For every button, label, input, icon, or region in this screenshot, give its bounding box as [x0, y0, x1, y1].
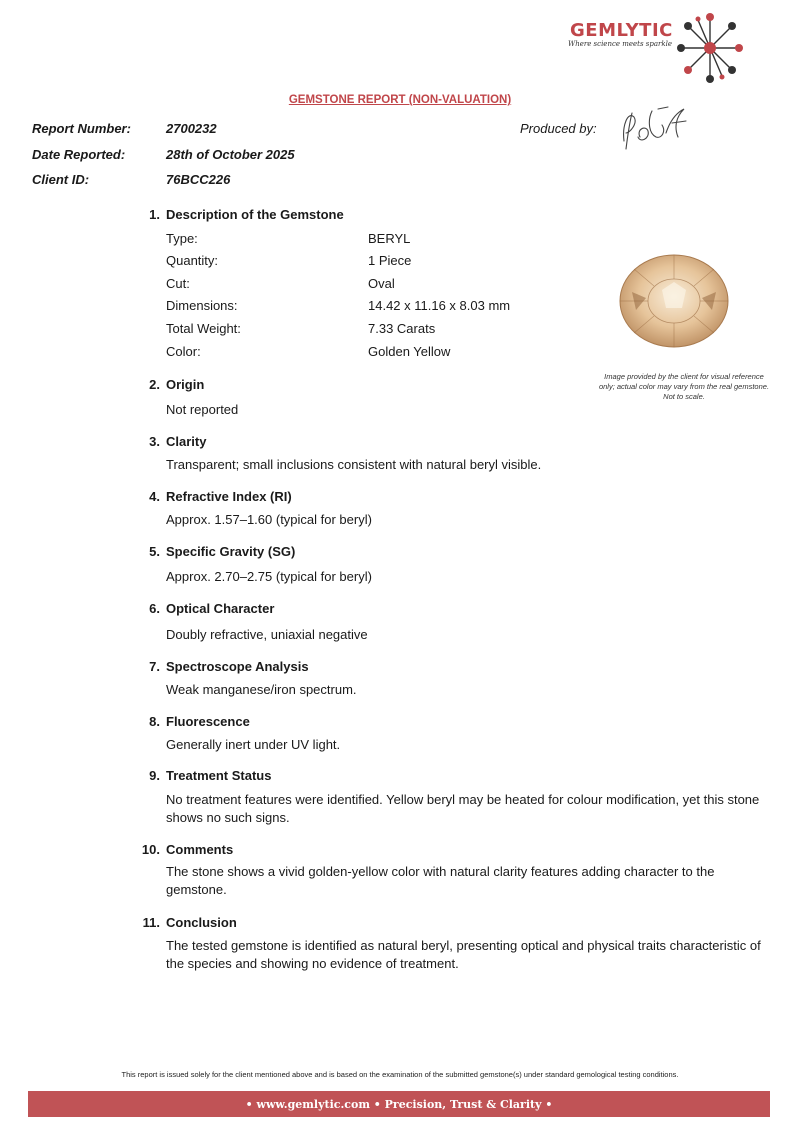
- date-reported-value: 28th of October 2025: [166, 147, 295, 162]
- section-title-description: Description of the Gemstone: [166, 207, 344, 222]
- molecule-logo-icon: [664, 10, 756, 86]
- report-number-label: Report Number:: [32, 121, 131, 136]
- section-body-optical-character: Doubly refractive, uniaxial negative: [166, 627, 368, 642]
- client-id-label: Client ID:: [32, 172, 90, 187]
- section-title-optical-character: Optical Character: [166, 601, 275, 616]
- report-title: GEMSTONE REPORT (NON-VALUATION): [288, 94, 512, 106]
- image-caption: Image provided by the client for visual reference only; actual color may vary from the real gemstone. Not to scale.: [598, 372, 770, 401]
- type-value: BERYL: [368, 231, 411, 246]
- section-body-refractive-index: Approx. 1.57–1.60 (typical for beryl): [166, 512, 372, 527]
- cut-label: Cut:: [166, 276, 190, 291]
- section-number: 10.: [141, 842, 160, 857]
- report-number-value: 2700232: [166, 121, 217, 136]
- dimensions-label: Dimensions:: [166, 298, 238, 313]
- color-label: Color:: [166, 344, 201, 359]
- section-number: 2.: [149, 377, 160, 392]
- section-number: 6.: [149, 601, 160, 616]
- dimensions-value: 14.42 x 11.16 x 8.03 mm: [368, 298, 511, 313]
- section-title-origin: Origin: [166, 377, 205, 392]
- section-body-conclusion: The tested gemstone is identified as natural beryl, presenting optical and physical traits characteristic of the species and showing no evidence of treatment.: [166, 938, 761, 971]
- footer-disclaimer: This report is issued solely for the client mentioned above and is based on the examination of the submitted gemstone(s) under standard gemological testing conditions.: [121, 1070, 679, 1079]
- section-title-clarity: Clarity: [166, 434, 207, 449]
- section-title-treatment-status: Treatment Status: [166, 768, 272, 783]
- section-body-comments: The stone shows a vivid golden-yellow color with natural clarity features adding character to the gemstone.: [166, 864, 715, 897]
- section-number: 1.: [149, 207, 160, 222]
- brand-name: GEMLYTIC: [570, 20, 673, 41]
- brand-tagline: Where science meets sparkle: [568, 40, 673, 48]
- section-body-spectroscope-analysis: Weak manganese/iron spectrum.: [166, 682, 357, 697]
- date-reported-label: Date Reported:: [32, 147, 126, 162]
- section-body-origin: Not reported: [166, 402, 239, 417]
- section-title-comments: Comments: [166, 842, 234, 857]
- produced-by-label: Produced by:: [520, 121, 597, 136]
- quantity-value: 1 Piece: [368, 253, 412, 268]
- section-number: 7.: [149, 659, 160, 674]
- total-weight-label: Total Weight:: [166, 321, 241, 336]
- section-number: 8.: [149, 714, 160, 729]
- type-label: Type:: [166, 231, 198, 246]
- section-number: 4.: [149, 489, 160, 504]
- section-number: 5.: [149, 544, 160, 559]
- section-number: 11.: [142, 915, 160, 930]
- section-number: 3.: [149, 434, 160, 449]
- section-title-specific-gravity: Specific Gravity (SG): [166, 544, 296, 559]
- gemstone-image: [618, 252, 730, 350]
- section-title-conclusion: Conclusion: [166, 915, 237, 930]
- section-title-spectroscope-analysis: Spectroscope Analysis: [166, 659, 309, 674]
- section-title-fluorescence: Fluorescence: [166, 714, 250, 729]
- section-body-clarity: Transparent; small inclusions consistent with natural beryl visible.: [166, 457, 542, 472]
- section-body-treatment-status: No treatment features were identified. Yellow beryl may be heated for colour modification, yet this stone shows no such signs.: [166, 792, 760, 825]
- quantity-label: Quantity:: [166, 253, 219, 268]
- total-weight-value: 7.33 Carats: [368, 321, 436, 336]
- section-number: 9.: [149, 768, 160, 783]
- cut-value: Oval: [368, 276, 395, 291]
- client-id-value: 76BCC226: [166, 172, 231, 187]
- section-body-fluorescence: Generally inert under UV light.: [166, 737, 341, 752]
- footer-bar-text: • www.gemlytic.com • Precision, Trust & Clarity •: [245, 1097, 553, 1111]
- section-body-specific-gravity: Approx. 2.70–2.75 (typical for beryl): [166, 569, 372, 584]
- footer-bar: [28, 1091, 770, 1117]
- signature: [618, 103, 690, 153]
- color-value: Golden Yellow: [368, 344, 451, 359]
- section-title-refractive-index: Refractive Index (RI): [166, 489, 292, 504]
